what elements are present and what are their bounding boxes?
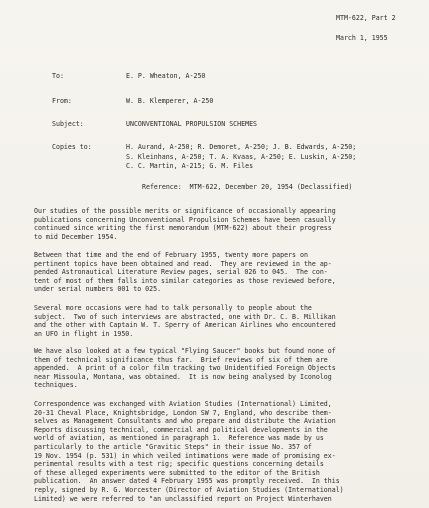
- copies-line: C. C. Martin, A-215; G. M. Files: [126, 162, 254, 171]
- copies-label: Copies to:: [52, 143, 92, 151]
- text-line: pertinent topics have been obtained and read. They are reviewed in the ap-: [34, 259, 332, 268]
- text-line: under serial numbers 001 to 025.: [34, 285, 162, 294]
- text-line: perimental results with a test rig; specific questions concerning details: [34, 460, 324, 469]
- text-line: Between that time and the end of February 1955, twenty more papers on: [34, 251, 308, 259]
- from-value: W. B. Klemperer, A-250: [126, 97, 214, 105]
- reference-line: Reference: MTM-622, December 20, 1954 (Declassified): [142, 183, 353, 191]
- from-label: From:: [52, 97, 72, 105]
- text-line: Our studies of the possible merits or significance of occasionally appearing: [34, 207, 336, 215]
- text-line: We have also looked at a few typical "Flying Saucer" books but found none of: [34, 347, 336, 355]
- paragraph-2: [34, 251, 420, 294]
- text-line: Limited) we were referred to "an unclassified report on Project Winterhaven: [34, 494, 332, 503]
- subject-label: Subject:: [52, 120, 84, 128]
- text-line: 20-31 Cheval Place, Knightsbridge, London SW 7, England, who describe them-: [34, 408, 332, 417]
- paragraph-4: [34, 347, 420, 390]
- copies-list: [126, 143, 356, 172]
- text-line: 19 Nov. 1954 (p. 531) in which veiled intimations were made of promising ex-: [34, 451, 336, 460]
- text-line: publications concerning Unconventional Propulsion Schemes have been casually: [34, 215, 336, 224]
- text-line: an UFO in flight in 1950.: [34, 329, 134, 338]
- text-line: selves as Management Consultants and who prepare and distribute the Aviation: [34, 417, 336, 426]
- document-date: March 1, 1955: [336, 34, 388, 42]
- to-label: To:: [52, 72, 64, 80]
- copies-line: S. Kleinhans, A-250; T. A. Kvaas, A-250; E. Luskin, A-250;: [126, 152, 357, 161]
- text-line: to mid December 1954.: [34, 232, 118, 241]
- text-line: of these alleged experiments were submitted to the editor of the British: [34, 468, 320, 477]
- to-value: E. P. Wheaton, A-250: [126, 72, 206, 80]
- subject-value: UNCONVENTIONAL PROPULSION SCHEMES: [126, 120, 258, 128]
- document-id: MTM-622, Part 2: [336, 14, 396, 22]
- text-line: subject. Two of such interviews are abstracted, one with Dr. C. B. Millikan: [34, 312, 336, 321]
- copies-line: H. Aurand, A-250; R. Demoret, A-250; J. B. Edwards, A-250;: [126, 143, 357, 151]
- text-line: publication. An answer dated 4 February 1955 was promptly received. In this: [34, 477, 340, 486]
- text-line: them of technical significance thus far. Brief reviews of six of them are: [34, 355, 328, 364]
- text-line: continued since writing the first memorandum (MTM-622) about their progress: [34, 224, 332, 233]
- text-line: Several more occasions were had to talk personally to people about the: [34, 304, 312, 312]
- paragraph-5: [34, 400, 420, 503]
- text-line: Correspondence was exchanged with Aviation Studies (International) Limited,: [34, 400, 332, 408]
- text-line: near Missoula, Montana, was obtained. It is now being analysed by Iconolog: [34, 372, 332, 381]
- text-line: world of aviation, as mentioned in paragraph 1. Reference was made by us: [34, 434, 324, 443]
- paragraph-3: [34, 304, 420, 338]
- text-line: and the other with Captain W. T. Sperry of American Airlines who encountered: [34, 321, 336, 330]
- paragraph-1: [34, 207, 420, 241]
- text-line: techniques.: [34, 381, 78, 390]
- text-line: particularly to the article "Gravitic Steps" in their issue No. 357 of: [34, 442, 312, 451]
- text-line: appended. A print of a color film tracking two Unidentified Foreign Objects: [34, 364, 336, 373]
- text-line: tent of most of them falls into similar categories as those reviewed before,: [34, 276, 336, 285]
- text-line: reply, signed by R. G. Worcester (Director of Aviation Studies (International): [34, 485, 344, 494]
- text-line: Reports discussing technical, commercial and political developments in the: [34, 425, 328, 434]
- text-line: pended Astronautical Literature Review pages, serial 026 to 045. The con-: [34, 268, 328, 277]
